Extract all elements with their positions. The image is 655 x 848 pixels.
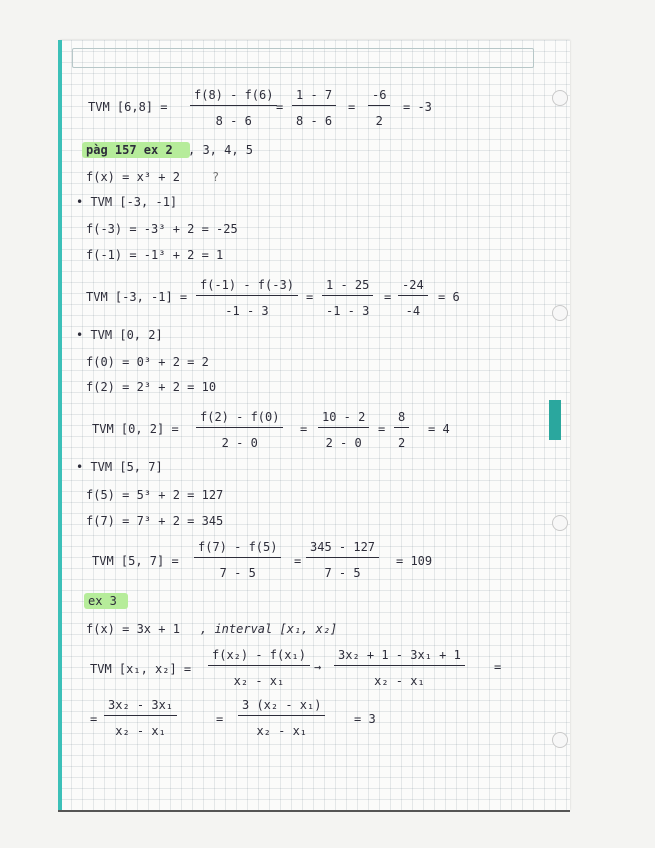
tvm-label: TVM [5, 7] = — [92, 554, 179, 568]
question-mark: ? — [212, 170, 220, 184]
fraction: $\frac{8}{2}$ — [394, 410, 409, 450]
equals: = — [300, 422, 308, 436]
exercise-heading: ex 3 — [88, 594, 117, 608]
result: = 4 — [428, 422, 450, 436]
exercise-heading: pàg 157 ex 2 — [86, 143, 173, 157]
equals: = — [216, 712, 224, 726]
fraction: $\frac{\text{3x₂ - 3x₁}}{\text{x₂ - x₁}}$ — [104, 698, 177, 738]
tvm-6-8-label: TVM [6,8] = — [88, 100, 168, 114]
equals: = — [294, 554, 302, 568]
interval-note: , interval [x₁, x₂] — [200, 622, 338, 636]
binder-hole — [552, 732, 568, 748]
header-box — [72, 48, 534, 68]
equals: = — [90, 712, 98, 726]
section-title: • TVM [0, 2] — [76, 328, 163, 342]
equation-line: f(0) = 0³ + 2 = 2 — [86, 355, 209, 369]
equals: = — [348, 100, 356, 114]
fraction: $\frac{\text{f(x₂) - f(x₁)}}{\text{x₂ - x₁}}$ — [208, 648, 310, 688]
equation-line: f(-1) = -1³ + 2 = 1 — [86, 248, 224, 262]
fraction: $\frac{f(2) - f(0)}{2 - 0}$ — [196, 410, 283, 450]
equals: = — [384, 290, 392, 304]
result: = 6 — [438, 290, 460, 304]
equals: = — [276, 100, 284, 114]
fraction: $\frac{f(8) - f(6)}{8 - 6}$ — [190, 88, 277, 128]
exercise-list: , 3, 4, 5 — [188, 143, 254, 157]
equals: = — [494, 660, 502, 674]
paper-brand-tab — [549, 400, 561, 440]
equals: = — [306, 290, 314, 304]
fraction: $\frac{-24}{-4}$ — [398, 278, 428, 318]
equation-line: f(-3) = -3³ + 2 = -25 — [86, 222, 238, 236]
equation-line: f(2) = 2³ + 2 = 10 — [86, 380, 217, 394]
binder-hole — [552, 515, 568, 531]
fraction: $\frac{f(7) - f(5)}{7 - 5}$ — [194, 540, 281, 580]
fraction: $\frac{1 - 7}{8 - 6}$ — [292, 88, 336, 128]
fraction: $\frac{10 - 2}{2 - 0}$ — [318, 410, 369, 450]
function-definition: f(x) = x³ + 2 — [86, 170, 180, 184]
arrow: → — [314, 660, 322, 674]
page-bottom-edge — [58, 810, 570, 812]
result: = 109 — [396, 554, 433, 568]
section-title: • TVM [-3, -1] — [76, 195, 178, 209]
fraction: $\frac{\text{3 (x₂ - x₁)}}{\text{x₂ - x₁}}$ — [238, 698, 325, 738]
fraction: $\frac{1 - 25}{-1 - 3}$ — [322, 278, 373, 318]
fraction: $\frac{-6}{2}$ — [368, 88, 390, 128]
fraction: $\frac{f(-1) - f(-3)}{-1 - 3}$ — [196, 278, 298, 318]
fraction: $\frac{345 - 127}{7 - 5}$ — [306, 540, 379, 580]
tvm-label: TVM [x₁, x₂] = — [90, 662, 192, 676]
result: = 3 — [354, 712, 376, 726]
binder-hole — [552, 305, 568, 321]
function-definition: f(x) = 3x + 1 — [86, 622, 180, 636]
result: = -3 — [403, 100, 432, 114]
equation-line: f(5) = 5³ + 2 = 127 — [86, 488, 224, 502]
margin-line — [58, 40, 62, 810]
tvm-label: TVM [-3, -1] = — [86, 290, 188, 304]
binder-hole — [552, 90, 568, 106]
tvm-label: TVM [0, 2] = — [92, 422, 179, 436]
equation-line: f(7) = 7³ + 2 = 345 — [86, 514, 224, 528]
equals: = — [378, 422, 386, 436]
fraction: $\frac{\text{3x₂ + 1 - 3x₁ + 1}}{\text{x₂ - x₁}}$ — [334, 648, 465, 688]
section-title: • TVM [5, 7] — [76, 460, 163, 474]
